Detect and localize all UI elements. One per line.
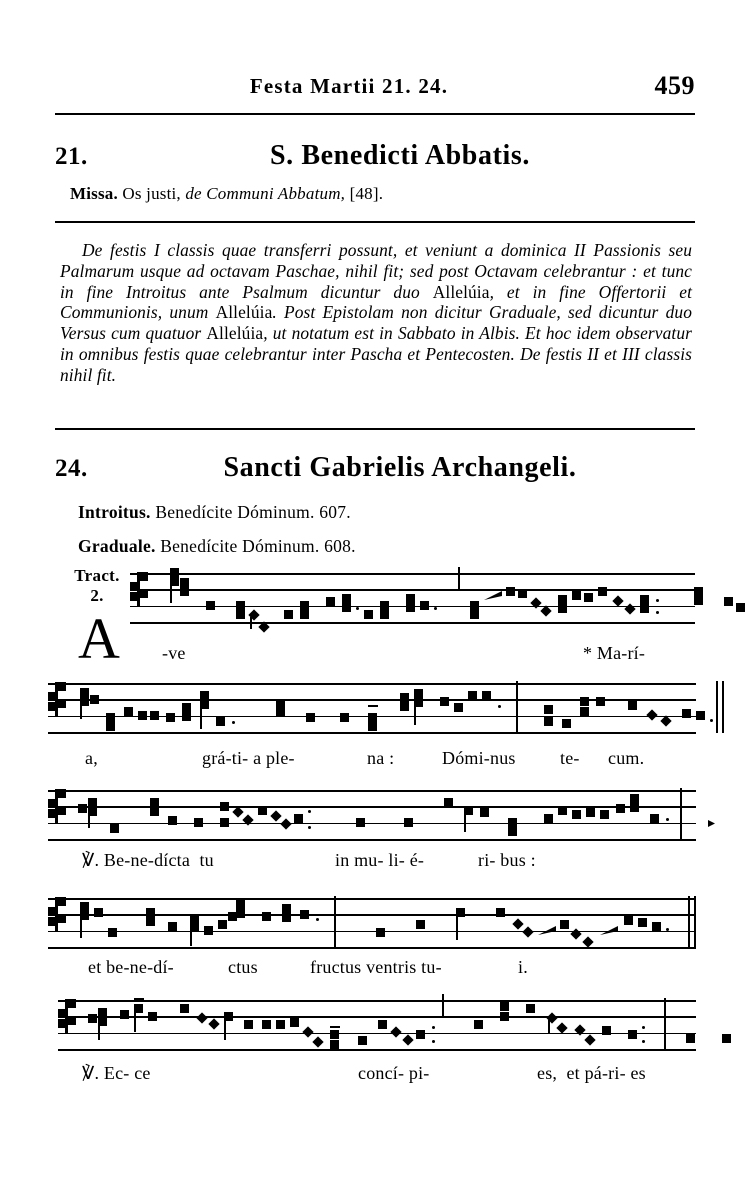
staff-line	[48, 732, 696, 734]
punctum-neume	[640, 595, 649, 604]
neume-stem	[464, 808, 466, 832]
punctum-neume	[630, 794, 639, 812]
lyric-text: -ve	[162, 643, 186, 663]
neume-stem	[548, 1020, 550, 1034]
punctum-neume	[356, 818, 365, 827]
punctum-neume	[244, 1020, 253, 1029]
mora-dot	[666, 818, 669, 821]
punctum-neume	[380, 610, 389, 619]
punctum-neume	[276, 708, 285, 717]
punctum-neume	[180, 1004, 189, 1013]
part-label: Introitus.	[78, 502, 151, 522]
punctum-neume	[404, 818, 413, 827]
punctum-neume	[236, 900, 245, 918]
chant-part-introitus	[78, 502, 351, 523]
feast-heading-24	[0, 452, 750, 489]
mora-dot	[666, 928, 669, 931]
punctum-neume	[580, 697, 589, 706]
punctum-neume	[558, 806, 567, 815]
bar-line	[516, 681, 518, 733]
staff-line	[58, 1049, 696, 1051]
drop-initial: A	[78, 606, 120, 671]
punctum-neume	[400, 693, 409, 702]
punctum-neume	[150, 711, 159, 720]
punctum-neume	[584, 593, 593, 602]
punctum-neume	[206, 601, 215, 610]
neume-stem	[414, 697, 416, 725]
punctum-neume	[94, 908, 103, 917]
staff-line	[48, 823, 696, 825]
punctum-neume	[194, 818, 203, 827]
punctum-neume	[628, 701, 637, 710]
punctum-neume	[722, 1034, 731, 1043]
lyric-text: ℣. Be-ne-dícta tu	[82, 850, 214, 870]
punctum-neume	[148, 1012, 157, 1021]
punctum-neume	[480, 808, 489, 817]
lyric-text: et be-ne-dí-	[88, 957, 174, 977]
punctum-neume	[560, 920, 569, 929]
mass-source: de Communi Abbatum,	[180, 184, 346, 203]
punctum-neume	[558, 604, 567, 613]
rubric-text-2: , et in fine Offertorii et Communionis, unum	[60, 281, 693, 323]
punctum-neume	[508, 818, 517, 827]
punctum-neume	[652, 922, 661, 931]
double-bar-line	[722, 681, 724, 733]
punctum-neume	[454, 703, 463, 712]
punctum-neume	[340, 713, 349, 722]
punctum-neume	[572, 591, 581, 600]
punctum-neume	[88, 1014, 97, 1023]
staff-line	[48, 790, 696, 792]
punctum-neume	[686, 1034, 695, 1043]
lyric-text: i.	[518, 957, 528, 977]
mora-dot	[308, 826, 311, 829]
part-page: 607.	[314, 502, 351, 522]
lyric-text: es, et pá-ri- es	[537, 1063, 646, 1083]
punctum-neume	[468, 691, 477, 700]
lyric-text: in mu- li- é-	[335, 850, 425, 870]
lyric-text: fructus ventris tu-	[310, 957, 442, 977]
bar-line	[334, 896, 336, 948]
punctum-neume	[544, 705, 553, 714]
punctum-neume	[364, 610, 373, 619]
mora-dot	[656, 611, 659, 614]
neume-stem	[80, 910, 82, 938]
punctum-neume	[616, 804, 625, 813]
punctum-neume	[562, 719, 571, 728]
punctum-neume	[106, 713, 115, 722]
punctum-neume	[600, 810, 609, 819]
mora-dot	[642, 1040, 645, 1043]
punctum-neume	[110, 824, 119, 833]
punctum-neume	[294, 814, 303, 823]
punctum-neume	[182, 703, 191, 712]
mora-dot	[232, 721, 235, 724]
punctum-neume	[290, 1018, 299, 1027]
punctum-neume	[78, 804, 87, 813]
punctum-neume	[580, 707, 589, 716]
punctum-neume	[182, 712, 191, 721]
neume-stem	[98, 1014, 100, 1040]
staff-line	[48, 898, 696, 900]
punctum-neume	[276, 699, 285, 708]
punctum-neume	[108, 928, 117, 937]
punctum-neume	[628, 1030, 637, 1039]
punctum-neume	[474, 1020, 483, 1029]
punctum-neume	[506, 587, 515, 596]
punctum-neume	[420, 601, 429, 610]
lyric-text: concí- pi-	[358, 1063, 430, 1083]
punctum-neume	[500, 1002, 509, 1011]
episema-mark	[368, 705, 378, 707]
punctum-neume	[258, 806, 267, 815]
punctum-neume	[696, 711, 705, 720]
punctum-neume	[330, 1030, 339, 1039]
punctum-neume	[376, 928, 385, 937]
punctum-neume	[300, 610, 309, 619]
mora-dot	[432, 1026, 435, 1029]
punctum-neume	[638, 918, 647, 927]
punctum-neume	[180, 587, 189, 596]
punctum-neume	[508, 827, 517, 836]
bar-line	[680, 788, 682, 840]
punctum-neume	[124, 707, 133, 716]
staff-line	[48, 683, 696, 685]
punctum-neume	[444, 798, 453, 807]
punctum-neume	[168, 816, 177, 825]
mora-dot	[434, 607, 437, 610]
running-head	[55, 71, 695, 108]
rubric-allelúia-2: Allelúia	[215, 302, 273, 323]
mass-label: Missa.	[70, 184, 118, 203]
rubric-rule-bottom	[55, 428, 695, 430]
double-bar-line	[716, 681, 718, 733]
rubric-allelúia-1: Allelúia	[432, 281, 490, 302]
punctum-neume	[500, 1012, 509, 1021]
punctum-neume	[368, 722, 377, 731]
lyric-text: na :	[367, 748, 395, 768]
feast-heading-21	[0, 140, 750, 177]
staff-line	[58, 1000, 696, 1002]
rubric-paragraph	[60, 240, 692, 386]
neume-stem	[200, 699, 202, 729]
punctum-neume	[236, 610, 245, 619]
punctum-neume	[216, 717, 225, 726]
punctum-neume	[724, 597, 733, 606]
punctum-neume	[220, 802, 229, 811]
punctum-neume	[300, 910, 309, 919]
punctum-neume	[518, 589, 527, 598]
punctum-neume	[378, 1020, 387, 1029]
staff-line	[48, 931, 696, 933]
part-page: 608.	[319, 536, 356, 556]
punctum-neume	[572, 810, 581, 819]
punctum-neume	[440, 697, 449, 706]
rubric-rule-top	[55, 221, 695, 223]
punctum-neume	[150, 798, 159, 816]
feast-number: 21.	[55, 143, 88, 170]
lyric-text: grá-ti- a ple-	[202, 748, 295, 768]
episema-mark	[330, 1026, 340, 1028]
chant-staff	[48, 790, 696, 840]
part-incipit: Benedícite Dóminum.	[150, 502, 315, 522]
punctum-neume	[236, 601, 245, 610]
punctum-neume	[400, 702, 409, 711]
punctum-neume	[218, 920, 227, 929]
folio-number: 459	[654, 71, 695, 100]
neume-stem	[134, 1010, 136, 1032]
punctum-neume	[526, 1004, 535, 1013]
part-label: Graduale.	[78, 536, 156, 556]
punctum-neume	[342, 603, 351, 612]
punctum-neume	[416, 1030, 425, 1039]
punctum-neume	[358, 1036, 367, 1045]
punctum-neume	[284, 610, 293, 619]
neume-stem	[88, 804, 90, 828]
feast-title: Sancti Gabrielis Archangeli.	[223, 452, 577, 483]
staff-line	[48, 806, 696, 808]
neume-stem	[250, 617, 252, 629]
punctum-neume	[602, 1026, 611, 1035]
punctum-neume	[482, 691, 491, 700]
staff-line	[130, 589, 695, 591]
punctum-neume	[262, 1020, 271, 1029]
mora-dot	[432, 1040, 435, 1043]
punctum-neume	[640, 604, 649, 613]
part-incipit: Benedícite Dóminum.	[155, 536, 320, 556]
mora-dot	[308, 810, 311, 813]
punctum-neume	[180, 578, 189, 587]
punctum-neume	[558, 595, 567, 604]
punctum-neume	[220, 818, 229, 827]
punctum-neume	[406, 603, 415, 612]
punctum-neume	[282, 904, 291, 913]
mora-dot	[316, 918, 319, 921]
mass-incipit: Os justi,	[117, 184, 181, 203]
punctum-neume	[146, 908, 155, 926]
punctum-neume	[624, 916, 633, 925]
chant-part-graduale	[78, 536, 356, 557]
punctum-neume	[120, 1010, 129, 1019]
feast-title: S. Benedicti Abbatis.	[270, 140, 530, 171]
episema-mark	[134, 998, 144, 1000]
mass-page-ref: [48].	[345, 184, 384, 203]
rubric-text-1: De festis I classis quae transferri possunt, et veniunt a dominica II Passionis seu Palmarum usque ad octavam Paschae, nihil fit; sed post Octavam celebrantur : et tunc in fine Introitus ante Psalmum dicuntur duo	[60, 240, 692, 302]
mass-reference-line	[70, 184, 383, 204]
custos-icon	[708, 820, 715, 827]
punctum-neume	[276, 1020, 285, 1029]
neume-stem	[456, 914, 458, 940]
punctum-neume	[496, 908, 505, 917]
staff-line	[58, 1033, 696, 1035]
bar-line	[664, 998, 666, 1050]
rubric-text-3: . Post Epistolam non dicitur Graduale, sed dicuntur duo Versus cum quatuor	[60, 302, 692, 344]
lyric-text: cum.	[608, 748, 645, 768]
punctum-neume	[736, 603, 745, 612]
punctum-neume	[204, 926, 213, 935]
punctum-neume	[406, 594, 415, 603]
punctum-neume	[598, 587, 607, 596]
punctum-neume	[262, 912, 271, 921]
punctum-neume	[650, 814, 659, 823]
chant-staff	[58, 1000, 696, 1050]
punctum-neume	[544, 717, 553, 726]
lyric-text: ri- bus :	[478, 850, 536, 870]
rubric-text-4: , ut notatum est in Sabbato in Albis. Et hoc idem observatur in omnibus festis quae celebrantur inter Pascha et Pentecosten. De festis II et III classis nihil fit.	[60, 323, 692, 385]
bar-line	[458, 567, 460, 591]
punctum-neume	[380, 601, 389, 610]
tract-mode: 2.	[90, 586, 104, 605]
lyric-text: ℣. Ec- ce	[82, 1063, 151, 1083]
mora-dot	[710, 719, 713, 722]
punctum-neume	[368, 713, 377, 722]
staff-line	[48, 947, 696, 949]
punctum-neume	[90, 695, 99, 704]
punctum-neume	[138, 711, 147, 720]
neume-stem	[224, 1018, 226, 1040]
lyric-text: te-	[560, 748, 580, 768]
bar-line	[442, 994, 444, 1018]
rubric-allelúia-3: Allelúia	[206, 323, 264, 344]
punctum-neume	[326, 597, 335, 606]
lyric-text: a,	[85, 748, 98, 768]
punctum-neume	[306, 713, 315, 722]
punctum-neume	[166, 713, 175, 722]
lyric-text: Dómi-nus	[442, 748, 516, 768]
running-head-title: Festa Martii 21. 24.	[249, 74, 449, 98]
mora-dot	[498, 705, 501, 708]
staff-line	[130, 622, 695, 624]
mora-dot	[642, 1026, 645, 1029]
punctum-neume	[682, 709, 691, 718]
punctum-neume	[470, 601, 479, 619]
punctum-neume	[596, 697, 605, 706]
punctum-neume	[544, 814, 553, 823]
tract-label: Tract.	[74, 566, 120, 585]
neume-stem	[170, 575, 172, 603]
punctum-neume	[282, 913, 291, 922]
lyric-text: ctus	[228, 957, 258, 977]
punctum-neume	[694, 587, 703, 605]
lyric-text: * Ma-rí-	[583, 643, 646, 663]
punctum-neume	[300, 601, 309, 610]
double-bar-line	[694, 896, 696, 948]
staff-line	[130, 573, 695, 575]
staff-line	[48, 839, 696, 841]
head-rule	[55, 113, 695, 115]
feast-number: 24.	[55, 455, 88, 482]
neume-stem	[80, 693, 82, 719]
punctum-neume	[342, 594, 351, 603]
punctum-neume	[168, 922, 177, 931]
mora-dot	[656, 599, 659, 602]
double-bar-line	[688, 896, 690, 948]
mora-dot	[356, 607, 359, 610]
neume-stem	[190, 920, 192, 946]
punctum-neume	[330, 1040, 339, 1049]
punctum-neume	[586, 808, 595, 817]
punctum-neume	[106, 722, 115, 731]
punctum-neume	[416, 920, 425, 929]
